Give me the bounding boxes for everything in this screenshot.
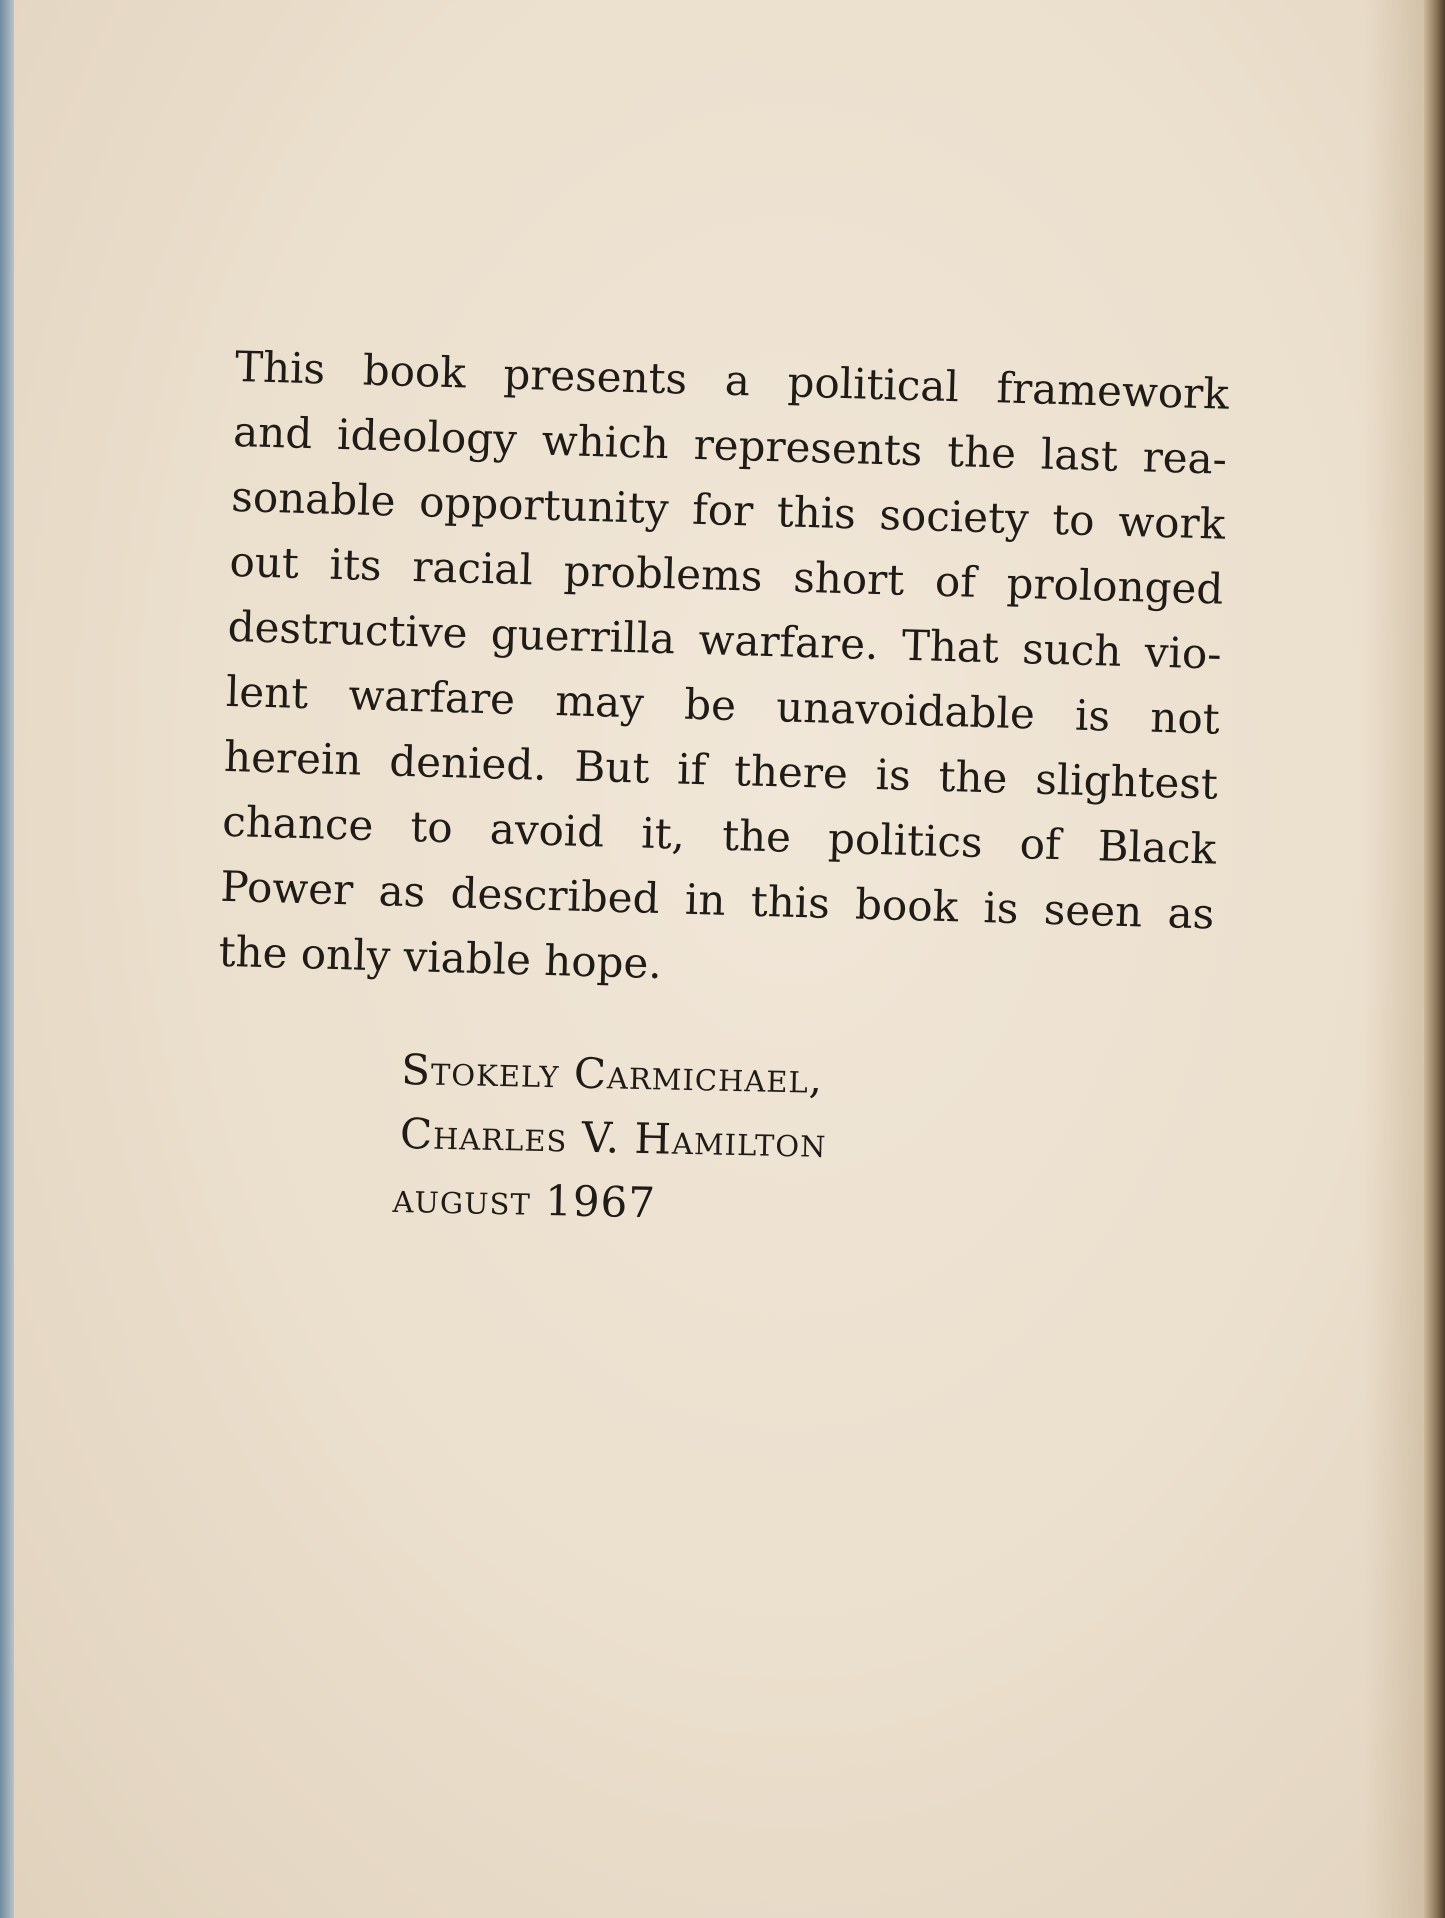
signature-block xyxy=(392,1038,829,1239)
paragraph-line: Power as described in this book is seen as xyxy=(219,861,1215,939)
signature-date: august 1967 xyxy=(392,1172,657,1228)
author-name: Stokely Carmichael, xyxy=(400,1044,824,1103)
paragraph-line: This book presents a political framework xyxy=(234,341,1230,419)
paragraph-line: chance to avoid it, the politics of Black xyxy=(221,796,1217,874)
paragraph-line: lent warfare may be unavoidable is not xyxy=(225,666,1221,744)
paragraph-line: and ideology which represents the last rea- xyxy=(232,406,1228,484)
left-page-edge xyxy=(0,0,14,1918)
right-page-edge xyxy=(1424,0,1445,1918)
book-page xyxy=(14,0,1424,1918)
paragraph-line: destructive guerrilla warfare. That such vio- xyxy=(227,601,1223,679)
preface-paragraph xyxy=(218,334,1230,1012)
author-name: Charles V. Hamilton xyxy=(399,1108,828,1167)
paragraph-line: the only viable hope. xyxy=(218,926,663,989)
paragraph-line: sonable opportunity for this society to work xyxy=(230,471,1226,549)
paragraph-line: out its racial problems short of prolonged xyxy=(228,536,1224,614)
paragraph-line: herein denied. But if there is the slightest xyxy=(223,731,1219,809)
